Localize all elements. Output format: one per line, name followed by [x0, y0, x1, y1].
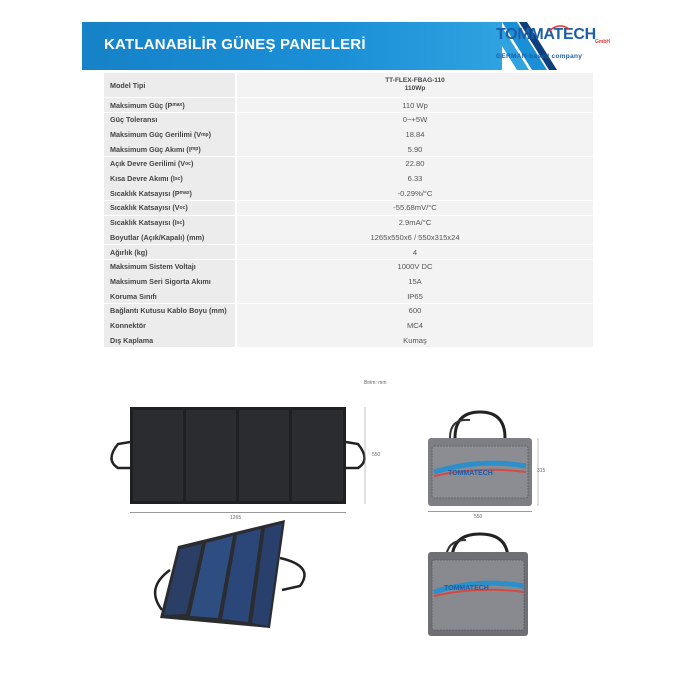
spec-row: [104, 142, 593, 156]
spec-row: [104, 127, 593, 141]
spec-value: -0.29%/°C: [237, 186, 593, 200]
spec-label: Kısa Devre Akımı (I sc ): [104, 171, 235, 185]
spec-value: -55.68mV/°C: [237, 201, 593, 215]
spec-row: [104, 157, 593, 171]
spec-label: Konnektör: [104, 318, 235, 332]
spec-value: 5.90: [237, 142, 593, 156]
model-power: 110Wp: [404, 85, 426, 92]
spec-row: [104, 289, 593, 303]
spec-row: [104, 274, 593, 288]
spec-value: 22.80: [237, 157, 593, 171]
spec-label: Maksimum Seri Sigorta Akımı: [104, 274, 235, 288]
bag-logo-2: TOMMATECH: [444, 585, 489, 592]
folded-bag-drawing: [420, 410, 545, 510]
spec-value: 18.84: [237, 127, 593, 141]
title-bar: [82, 22, 502, 70]
dim-line-bag-width: [428, 511, 532, 512]
spec-row: [104, 216, 593, 230]
logo-swoosh-icon: [548, 24, 570, 32]
spec-row: [104, 113, 593, 127]
spec-row: [104, 304, 593, 318]
spec-row-model: [104, 73, 593, 97]
spec-table: [104, 73, 593, 348]
header-banner: [82, 22, 618, 70]
spec-label: Sıcaklık Katsayısı (V oc ): [104, 201, 235, 215]
spec-value: 15A: [237, 274, 593, 288]
spec-value: Kumaş: [237, 333, 593, 347]
spec-value: 0~+5W: [237, 113, 593, 127]
spec-row: [104, 201, 593, 215]
page-title: KATLANABİLİR GÜNEŞ PANELLERİ: [104, 36, 366, 53]
spec-row: [104, 230, 593, 244]
spec-label: Model Tipi: [104, 73, 235, 97]
logo-tagline: GERMAN-based company: [496, 53, 583, 60]
spec-label: Boyutlar (Açık/Kapalı) (mm): [104, 230, 235, 244]
spec-label: Açık Devre Gerilimi (V oc ): [104, 157, 235, 171]
model-code: TT-FLEX-FBAG-110: [385, 77, 445, 84]
angled-panel-drawing: [150, 518, 320, 638]
dim-bag-width: 550: [474, 514, 483, 520]
spec-label: Bağlantı Kutusu Kablo Boyu (mm): [104, 304, 235, 318]
logo-accent-text: TECH: [553, 26, 596, 43]
spec-label: Maksimum Sistem Voltajı: [104, 260, 235, 274]
dim-open-width: 1265: [230, 515, 242, 521]
spec-label: Dış Kaplama: [104, 333, 235, 347]
spec-value: IP65: [237, 289, 593, 303]
spec-label: Sıcaklık Katsayısı (I sc ): [104, 216, 235, 230]
logo-main-text: TOMMA: [496, 26, 554, 43]
spec-value: 110 Wp: [237, 98, 593, 112]
spec-value: 600: [237, 304, 593, 318]
spec-label: Maksimum Güç Akımı (I mp ): [104, 142, 235, 156]
spec-label: Koruma Sınıfı: [104, 289, 235, 303]
logo-gmbh: GmbH: [595, 39, 610, 45]
spec-value: 2.9mA/°C: [237, 216, 593, 230]
spec-value: 1265x550x6 / 550x315x24: [237, 230, 593, 244]
spec-value: 6.33: [237, 171, 593, 185]
spec-row: [104, 245, 593, 259]
spec-label: Maksimum Güç (P max ): [104, 98, 235, 112]
spec-row: [104, 333, 593, 347]
dim-bag-height: 315: [537, 468, 546, 474]
spec-value: [237, 73, 593, 97]
open-panel-drawing: [100, 402, 390, 510]
spec-row: [104, 98, 593, 112]
dim-line-open-width: [130, 512, 346, 513]
spec-value: MC4: [237, 318, 593, 332]
spec-value: 4: [237, 245, 593, 259]
spec-label: Maksimum Güç Gerilimi (V mp ): [104, 127, 235, 141]
spec-label: Sıcaklık Katsayısı (P max ): [104, 186, 235, 200]
spec-value: 1000V DC: [237, 260, 593, 274]
spec-label: Ağırlık (kg): [104, 245, 235, 259]
spec-row: [104, 186, 593, 200]
dim-open-height: 550: [372, 452, 381, 458]
spec-row: [104, 318, 593, 332]
spec-row: [104, 171, 593, 185]
tommatech-logo: [490, 24, 618, 70]
units-label: Birim: mm: [364, 380, 387, 386]
spec-rows: [104, 98, 593, 347]
bag-logo: TOMMATECH: [448, 470, 493, 477]
spec-label: Güç Toleransı: [104, 113, 235, 127]
spec-row: [104, 260, 593, 274]
